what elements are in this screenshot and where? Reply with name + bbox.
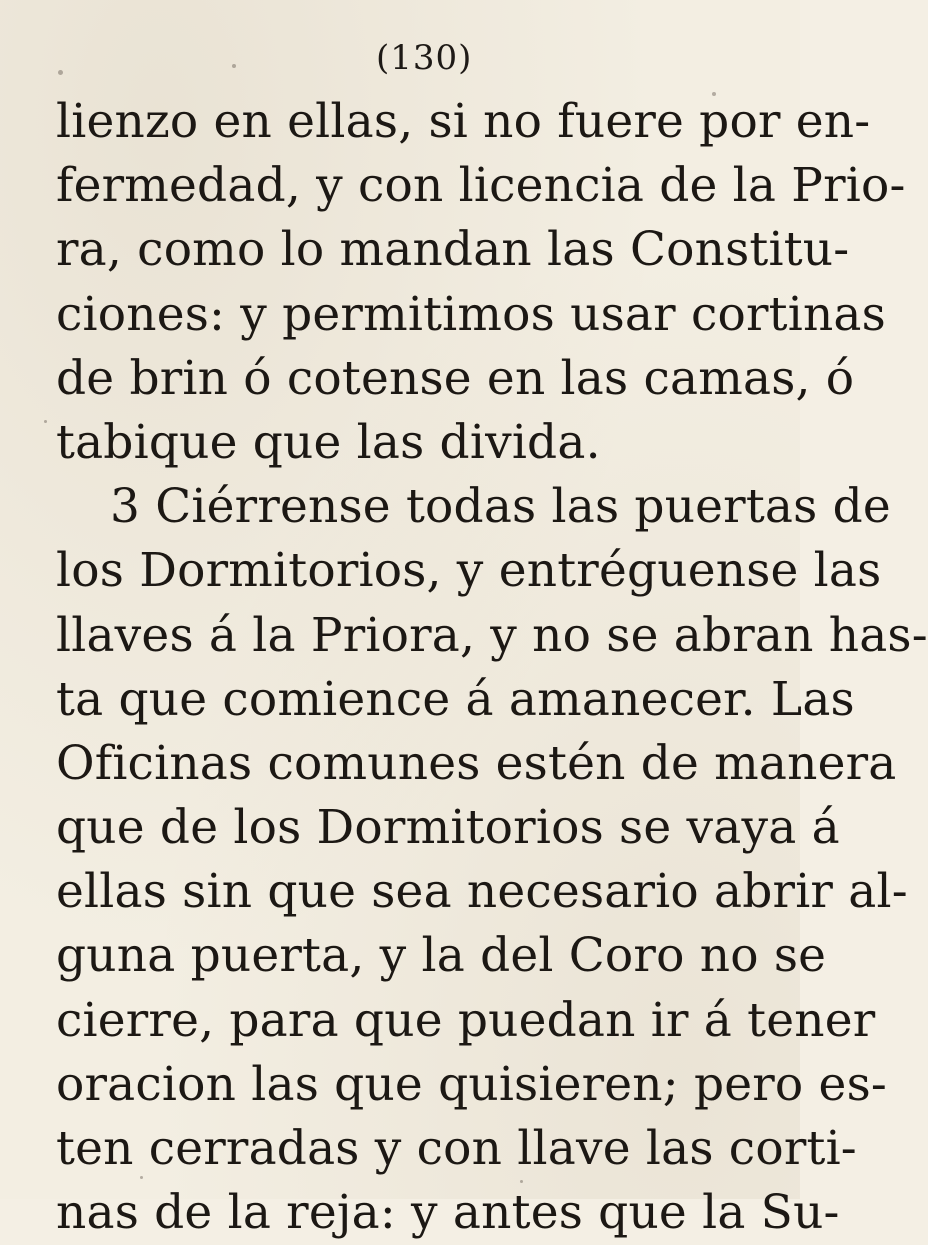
text-line: ra, como lo mandan las Constitu- [56, 222, 850, 278]
text-line: nas de la reja: y antes que la Su- [56, 1185, 840, 1241]
text-line: guna puerta, y la del Coro no se [56, 928, 827, 984]
text-line: tabique que las divida. [56, 414, 601, 470]
text-line: oracion las que quisieren; pero es- [56, 1056, 887, 1112]
text-line: ten cerradas y con llave las corti- [56, 1121, 857, 1176]
paper-speck [520, 1180, 523, 1183]
text-line: 3 Ciérrense todas las puertas de [110, 479, 891, 535]
text-line: lienzo en ellas, si no fuere por en- [56, 94, 871, 149]
paper-speck [58, 70, 63, 75]
text-line: que de los Dormitorios se vaya á [56, 800, 840, 856]
paper-speck [712, 92, 716, 96]
body-text [56, 90, 928, 1245]
text-line: ciones: y permitimos usar cortinas [56, 286, 886, 342]
paper-speck [232, 64, 236, 68]
text-line: ellas sin que sea necesario abrir al- [56, 864, 908, 920]
text-line: llaves á la Priora, y no se abran has- [56, 607, 928, 663]
text-line: ta que comience á amanecer. Las [56, 671, 855, 727]
text-line: de brin ó cotense en las camas, ó [56, 350, 855, 406]
page-number: (130) [376, 38, 473, 78]
text-line: los Dormitorios, y entréguense las [56, 543, 882, 599]
paper-speck [44, 420, 47, 423]
paper-speck [140, 1176, 143, 1179]
text-line: Oficinas comunes estén de manera [56, 735, 897, 791]
text-line: fermedad, y con licencia de la Prio- [56, 158, 906, 214]
text-line: cierre, para que puedan ir á tener [56, 992, 876, 1048]
